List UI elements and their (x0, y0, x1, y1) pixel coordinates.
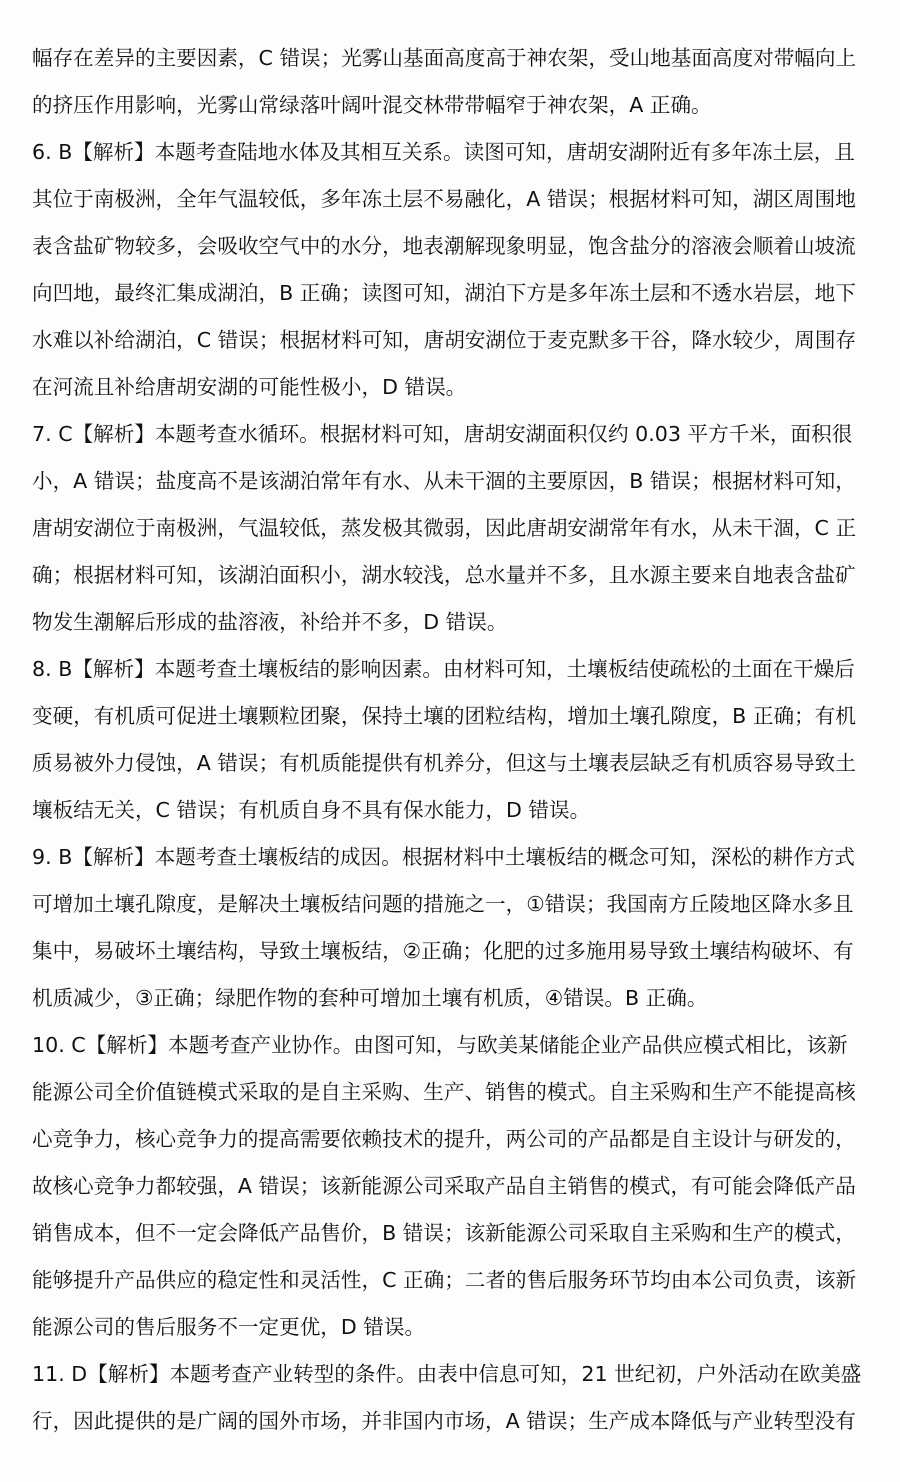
text-line: 能源公司全价值链模式采取的是自主采购、生产、销售的模式。自主采购和生产不能提高核 (32, 1080, 856, 1104)
text-line: 表含盐矿物较多，会吸收空气中的水分，地表潮解现象明显，饱含盐分的溶液会顺着山坡流 (32, 234, 856, 258)
text-line: 其位于南极洲，全年气温较低，多年冻土层不易融化，A 错误；根据材料可知，湖区周围地 (32, 187, 856, 211)
text-line: 8. B【解析】本题考查土壤板结的影响因素。由材料可知，土壤板结使疏松的土面在干燥后 (32, 657, 855, 681)
text-line: 可增加土壤孔隙度，是解决土壤板结问题的措施之一，①错误；我国南方丘陵地区降水多且 (32, 892, 854, 916)
text-line: 小，A 错误；盐度高不是该湖泊常年有水、从未干涸的主要原因，B 错误；根据材料可知， (32, 469, 856, 493)
text-line: 6. B【解析】本题考查陆地水体及其相互关系。读图可知，唐胡安湖附近有多年冻土层，且 (32, 140, 855, 164)
text-line: 11. D【解析】本题考查产业转型的条件。由表中信息可知，21 世纪初，户外活动在欧美盛 (32, 1362, 862, 1386)
text-line: 能源公司的售后服务不一定更优，D 错误。 (32, 1315, 426, 1339)
text-line: 唐胡安湖位于南极洲，气温较低，蒸发极其微弱，因此唐胡安湖常年有水，从未干涸，C 正 (32, 516, 857, 540)
text-line: 壤板结无关，C 错误；有机质自身不具有保水能力，D 错误。 (32, 798, 591, 822)
text-line: 10. C【解析】本题考查产业协作。由图可知，与欧美某储能企业产品供应模式相比，该新 (32, 1033, 848, 1057)
text-line: 行，因此提供的是广阔的国外市场，并非国内市场，A 错误；生产成本降低与产业转型没有 (32, 1409, 856, 1433)
text-line: 故核心竞争力都较强，A 错误；该新能源公司采取产品自主销售的模式，有可能会降低产品 (32, 1174, 856, 1198)
text-line: 物发生潮解后形成的盐溶液，补给并不多，D 错误。 (32, 610, 508, 634)
text-line: 能够提升产品供应的稳定性和灵活性，C 正确；二者的售后服务环节均由本公司负责，该新 (32, 1268, 857, 1292)
text-line: 7. C【解析】本题考查水循环。根据材料可知，唐胡安湖面积仅约 0.03 平方千米，面积很 (32, 422, 853, 446)
text-line: 向凹地，最终汇集成湖泊，B 正确；读图可知，湖泊下方是多年冻土层和不透水岩层，地下 (32, 281, 856, 305)
text-line: 变硬，有机质可促进土壤颗粒团聚，保持土壤的团粒结构，增加土壤孔隙度，B 正确；有机 (32, 704, 856, 728)
text-line: 集中，易破坏土壤结构，导致土壤板结，②正确；化肥的过多施用易导致土壤结构破坏、有 (32, 939, 854, 963)
text-line: 心竞争力，核心竞争力的提高需要依赖技术的提升，两公司的产品都是自主设计与研发的， (32, 1127, 856, 1151)
text-line: 9. B【解析】本题考查土壤板结的成因。根据材料中土壤板结的概念可知，深松的耕作方式 (32, 845, 855, 869)
text-line: 的挤压作用影响，光雾山常绿落叶阔叶混交林带带幅窄于神农架，A 正确。 (32, 93, 712, 117)
text-line: 质易被外力侵蚀，A 错误；有机质能提供有机养分，但这与土壤表层缺乏有机质容易导致土 (32, 751, 856, 775)
text-line: 在河流且补给唐胡安湖的可能性极小，D 错误。 (32, 375, 467, 399)
text-line: 机质减少，③正确；绿肥作物的套种可增加土壤有机质，④错误。B 正确。 (32, 986, 708, 1010)
text-line: 销售成本，但不一定会降低产品售价，B 错误；该新能源公司采取自主采购和生产的模式， (32, 1221, 856, 1245)
text-line: 确；根据材料可知，该湖泊面积小，湖水较浅，总水量并不多，且水源主要来自地表含盐矿 (32, 563, 856, 587)
text-line: 水难以补给湖泊，C 错误；根据材料可知，唐胡安湖位于麦克默多干谷，降水较少，周围存 (32, 328, 857, 352)
text-line: 幅存在差异的主要因素，C 错误；光雾山基面高度高于神农架，受山地基面高度对带幅向上 (32, 46, 857, 70)
